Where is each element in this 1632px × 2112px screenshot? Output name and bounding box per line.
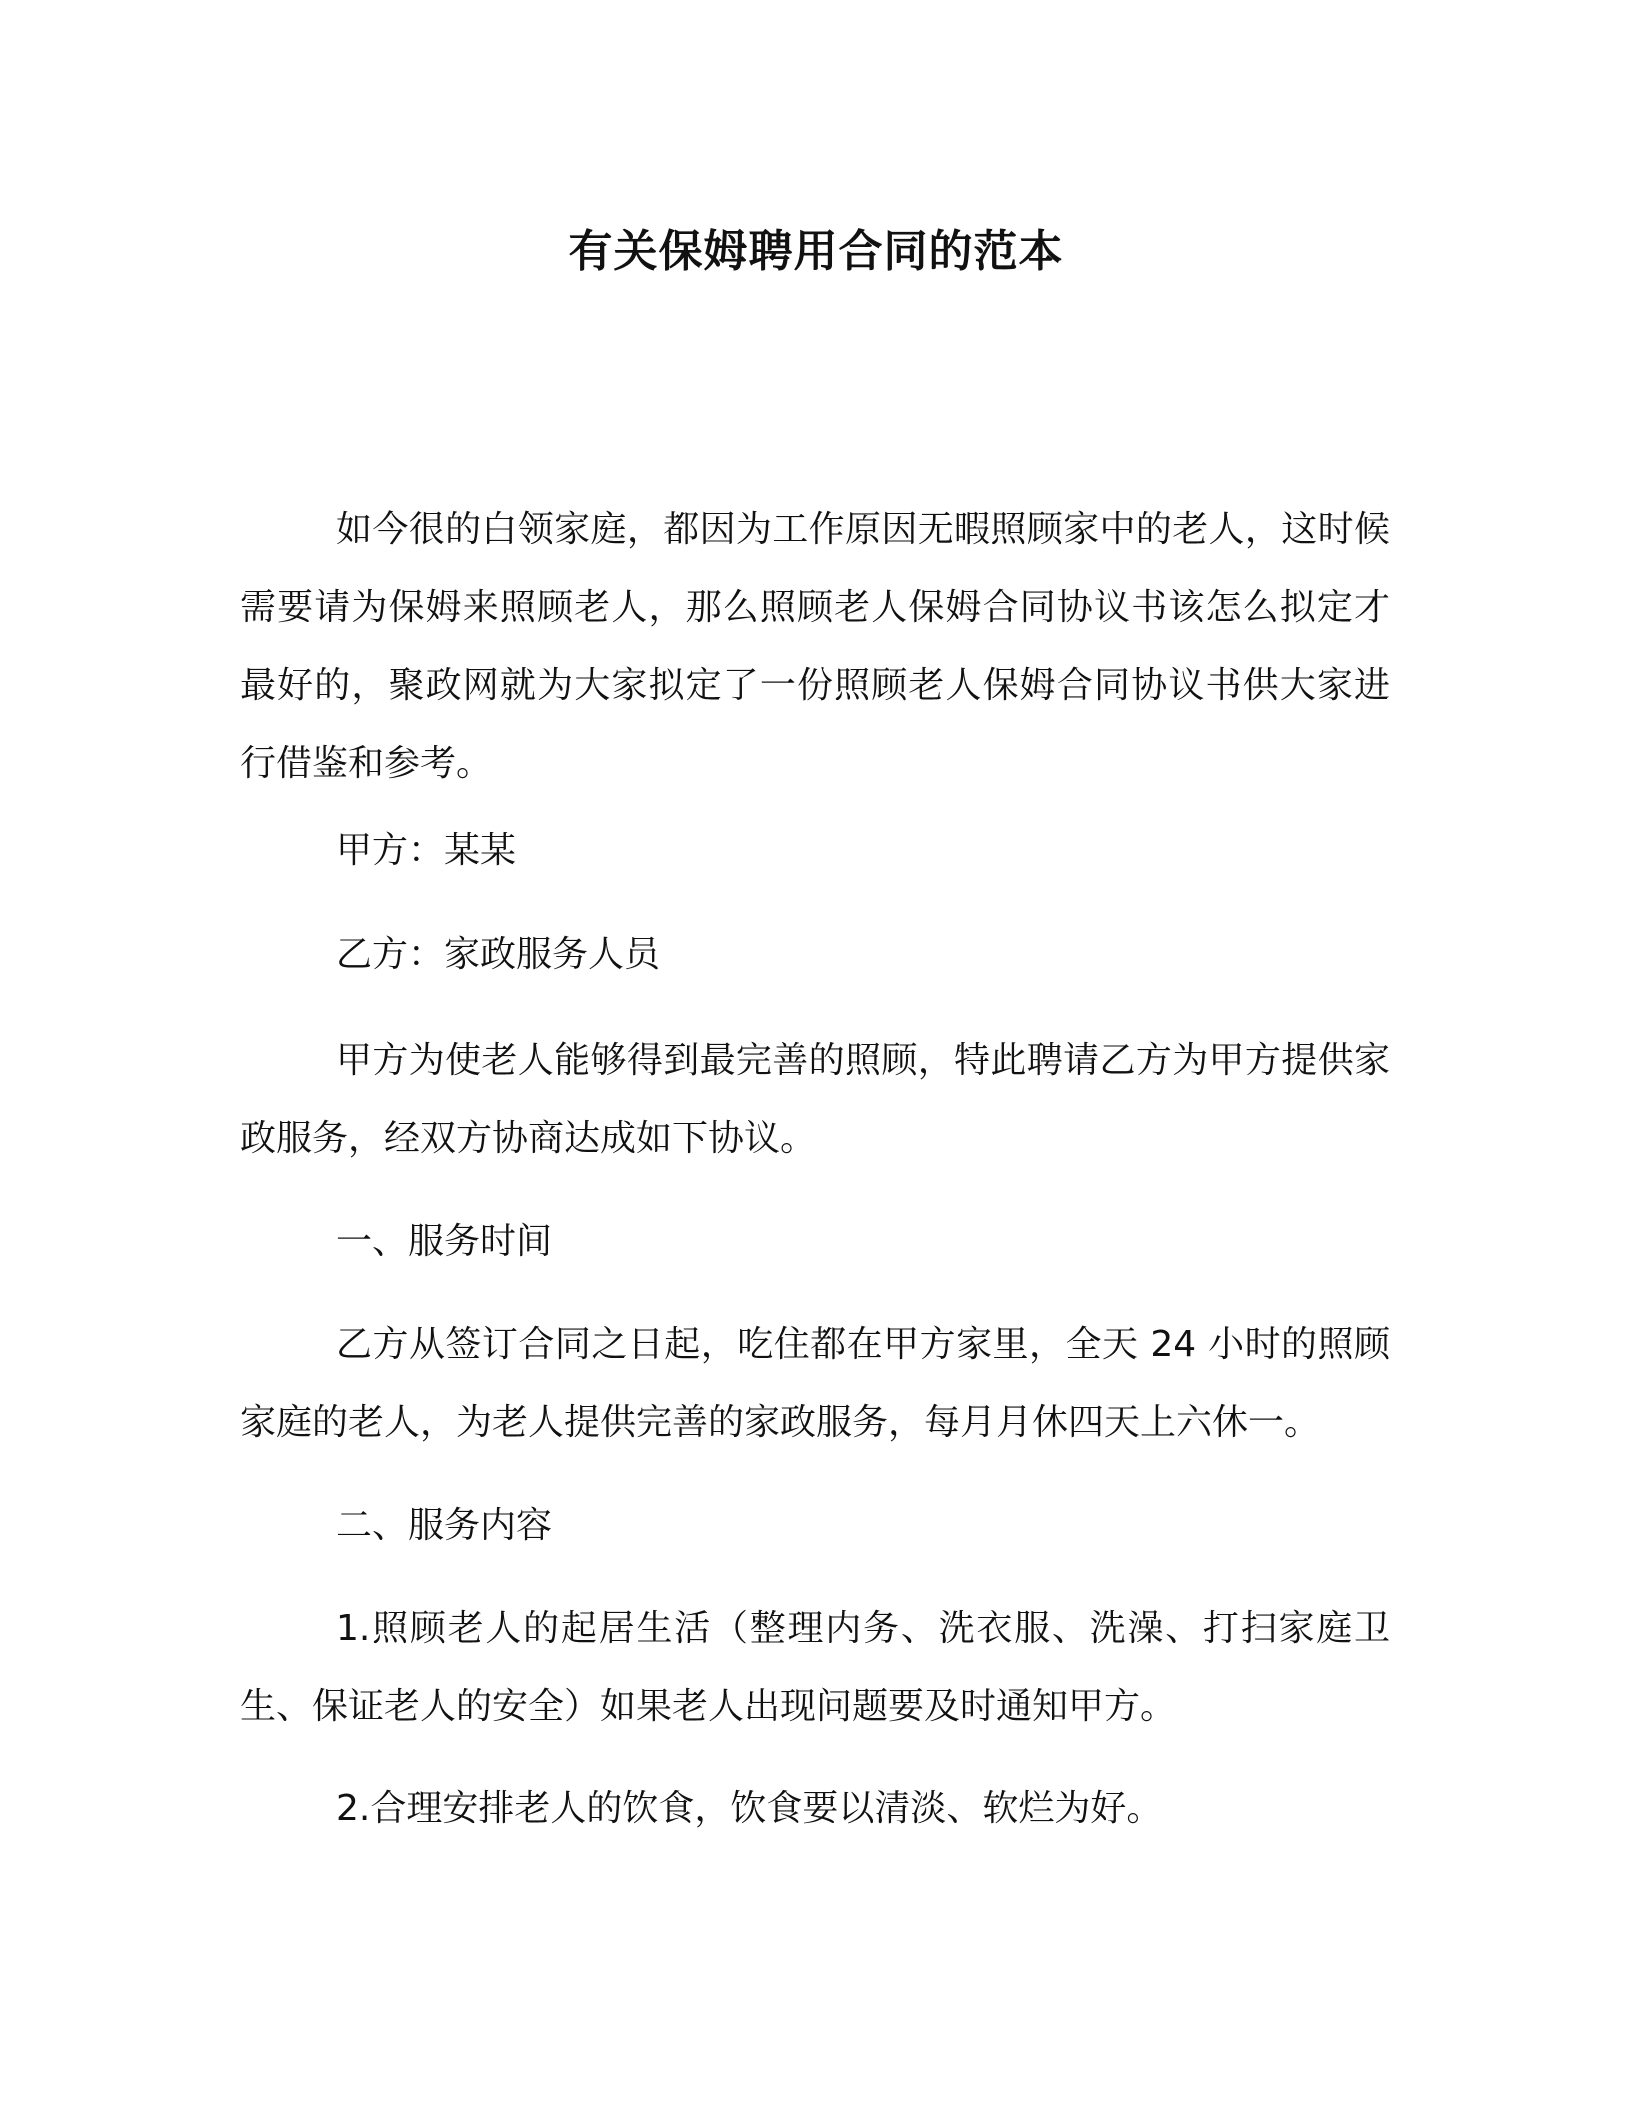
agreement-paragraph: 甲方为使老人能够得到最完善的照顾，特此聘请乙方为甲方提供家政服务，经双方协商达成如下协议。: [240, 1040, 1390, 1159]
service-time-paragraph: 乙方从签订合同之日起，吃住都在甲方家里，全天 24 小时的照顾家庭的老人，为老人提供完善的家政服务，每月月休四天上六休一。: [240, 1324, 1390, 1443]
section-heading-service-time: 一、服务时间: [336, 1221, 553, 1262]
section-heading-service-content: 二、服务内容: [336, 1505, 553, 1546]
party-a-line: 甲方：某某: [336, 830, 517, 871]
document-title: 有关保姆聘用合同的范本: [568, 226, 1064, 277]
service-item-2: 2.合理安排老人的饮食，饮食要以清淡、软烂为好。: [336, 1788, 1163, 1829]
intro-paragraph: 如今很的白领家庭，都因为工作原因无暇照顾家中的老人，这时候需要请为保姆来照顾老人，那么照顾老人保姆合同协议书该怎么拟定才最好的，聚政网就为大家拟定了一份照顾老人保姆合同协议书供大家进行借鉴和参考。: [240, 509, 1390, 784]
party-b-line: 乙方：家政服务人员: [336, 934, 661, 975]
service-item-1: 1.照顾老人的起居生活（整理内务、洗衣服、洗澡、打扫家庭卫生、保证老人的安全）如果老人出现问题要及时通知甲方。: [240, 1608, 1390, 1727]
